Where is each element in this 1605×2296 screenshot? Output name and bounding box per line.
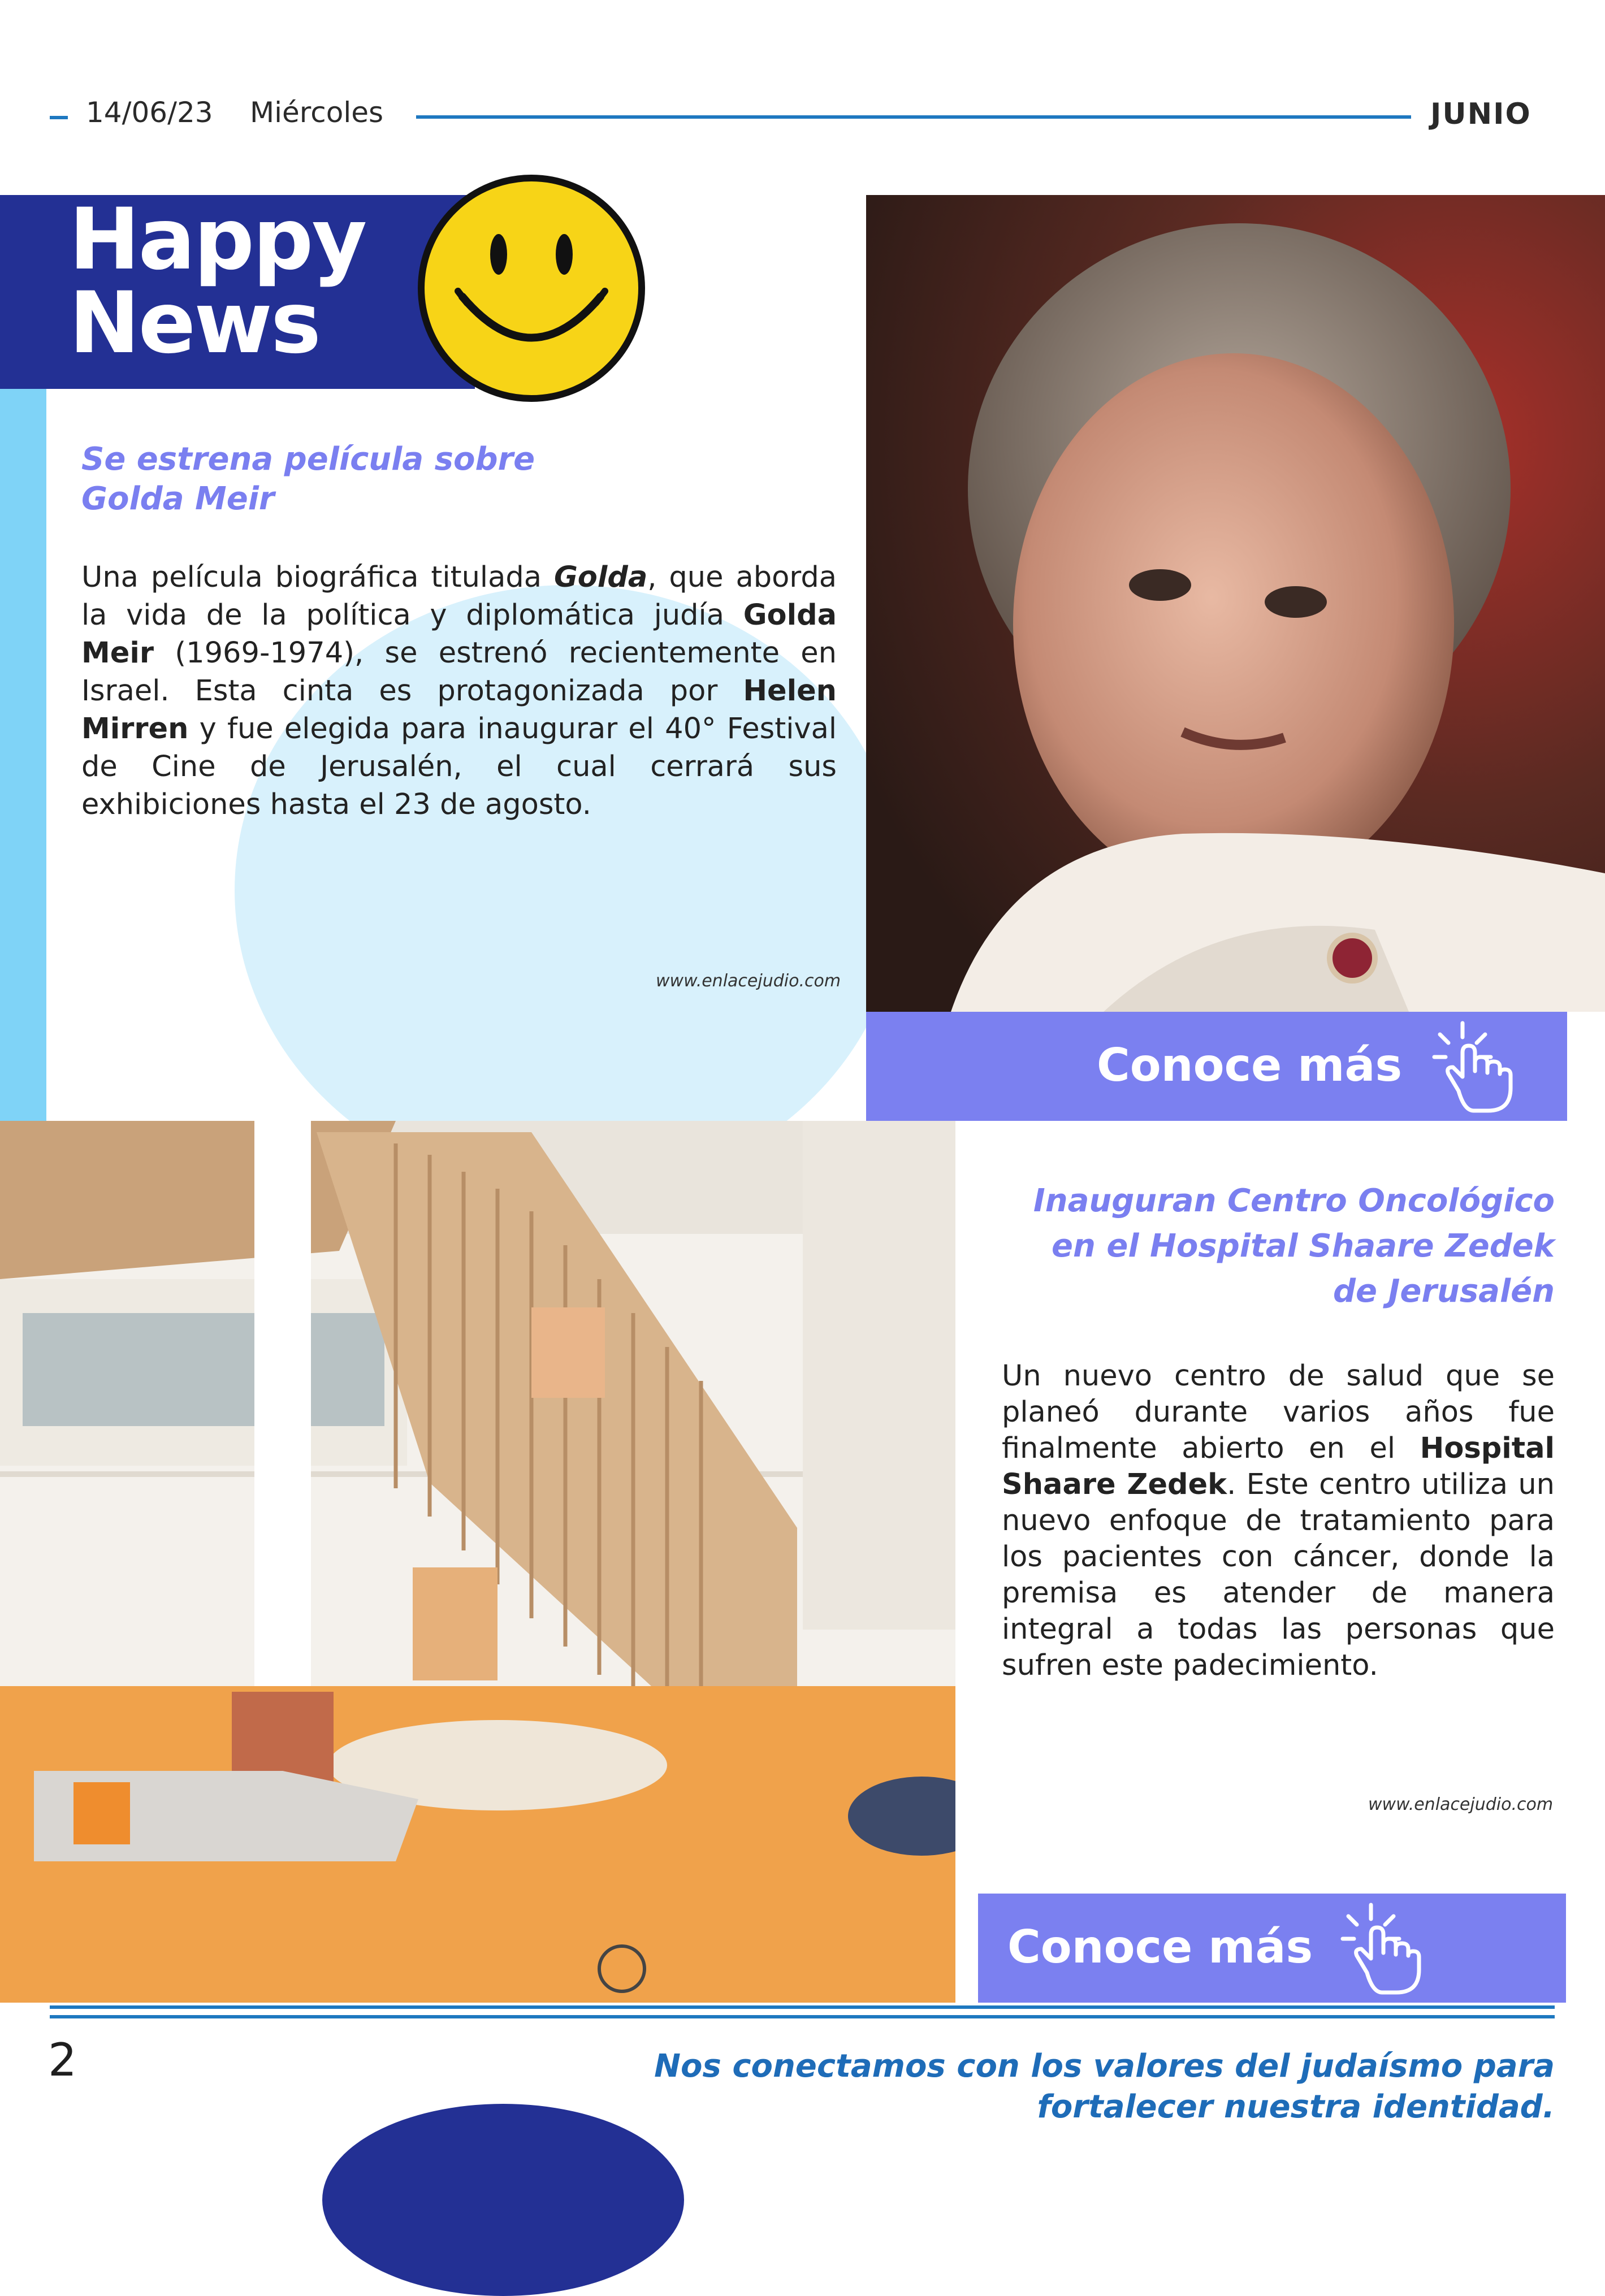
article2-title-line2: en el Hospital Shaare Zedek <box>1052 1228 1555 1264</box>
pointer-hand-icon <box>1340 1899 1425 1995</box>
footer-slogan <box>644 2046 1555 2128</box>
article1-text: y fue elegida para inaugurar el 40° Festival de Cine de Jerusalén, el cual cerrará sus exhibiciones hasta el 23 de agosto. <box>81 712 837 821</box>
article1-actress-name: Helen Mirren <box>81 674 837 746</box>
cta-button-article1[interactable] <box>866 1012 1567 1121</box>
cta-label: Conoce más <box>1007 1921 1313 1973</box>
article1-person-name: Golda Meir <box>81 599 837 670</box>
article1-body <box>81 558 837 824</box>
left-accent-strip <box>0 389 46 1121</box>
cta-button-article2[interactable] <box>978 1894 1566 2003</box>
article1-text: Una película biográfica titulada <box>81 561 554 594</box>
header-rule <box>416 115 1411 119</box>
pointer-hand-icon <box>1431 1017 1516 1114</box>
hospital-atrium-photo <box>0 1121 955 2003</box>
footer-slogan-line1: Nos conectamos con los valores del judaísmo para <box>654 2048 1555 2085</box>
article1-title-line2: Golda Meir <box>81 480 275 517</box>
brand-title-line1: Happy <box>69 190 366 289</box>
cta-label: Conoce más <box>1097 1039 1403 1091</box>
article2-hospital-name: Hospital Shaare Zedek <box>1002 1432 1555 1501</box>
article2-body <box>1002 1358 1555 1684</box>
article1-text: , que aborda la vida de la política y diplomática judía <box>81 561 837 632</box>
header-date: 14/06/23 <box>86 96 213 129</box>
brand-title <box>69 190 366 372</box>
article2-source: www.enlacejudio.com <box>1368 1795 1554 1814</box>
footer-decorative-circle <box>322 2104 684 2296</box>
brand-title-line2: News <box>69 274 320 372</box>
page-number: 2 <box>48 2034 77 2086</box>
article2-title <box>995 1179 1555 1314</box>
article2-text: Un nuevo centro de salud que se planeó durante varios años fue finalmente abierto en el <box>1002 1359 1555 1465</box>
footer-rule-bottom <box>50 2015 1555 2018</box>
golda-meir-photo <box>866 195 1605 1012</box>
header-month: JUNIO <box>1430 97 1532 131</box>
article1-source: www.enlacejudio.com <box>656 971 841 991</box>
article1-title <box>81 440 579 519</box>
article1-film-title: Golda <box>553 561 648 594</box>
header-day: Miércoles <box>250 96 384 129</box>
footer-rule-top <box>50 2005 1555 2009</box>
article1-text: (1969-1974), se estrenó recientemente en Israel. Esta cinta es protagonizada por <box>81 636 837 708</box>
article2-title-line3: de Jerusalén <box>1333 1273 1555 1310</box>
header-dash <box>50 116 68 119</box>
article1-title-line1: Se estrena película sobre <box>81 441 535 478</box>
article2-text: . Este centro utiliza un nuevo enfoque de tratamiento para los pacientes con cáncer, donde la premisa es atender de manera integral a todas las personas que sufren este padecimiento. <box>1002 1468 1555 1682</box>
article2-title-line1: Inauguran Centro Oncológico <box>1033 1182 1555 1219</box>
footer-slogan-line2: fortalecer nuestra identidad. <box>1037 2089 1555 2125</box>
smiley-face-icon <box>413 170 650 407</box>
